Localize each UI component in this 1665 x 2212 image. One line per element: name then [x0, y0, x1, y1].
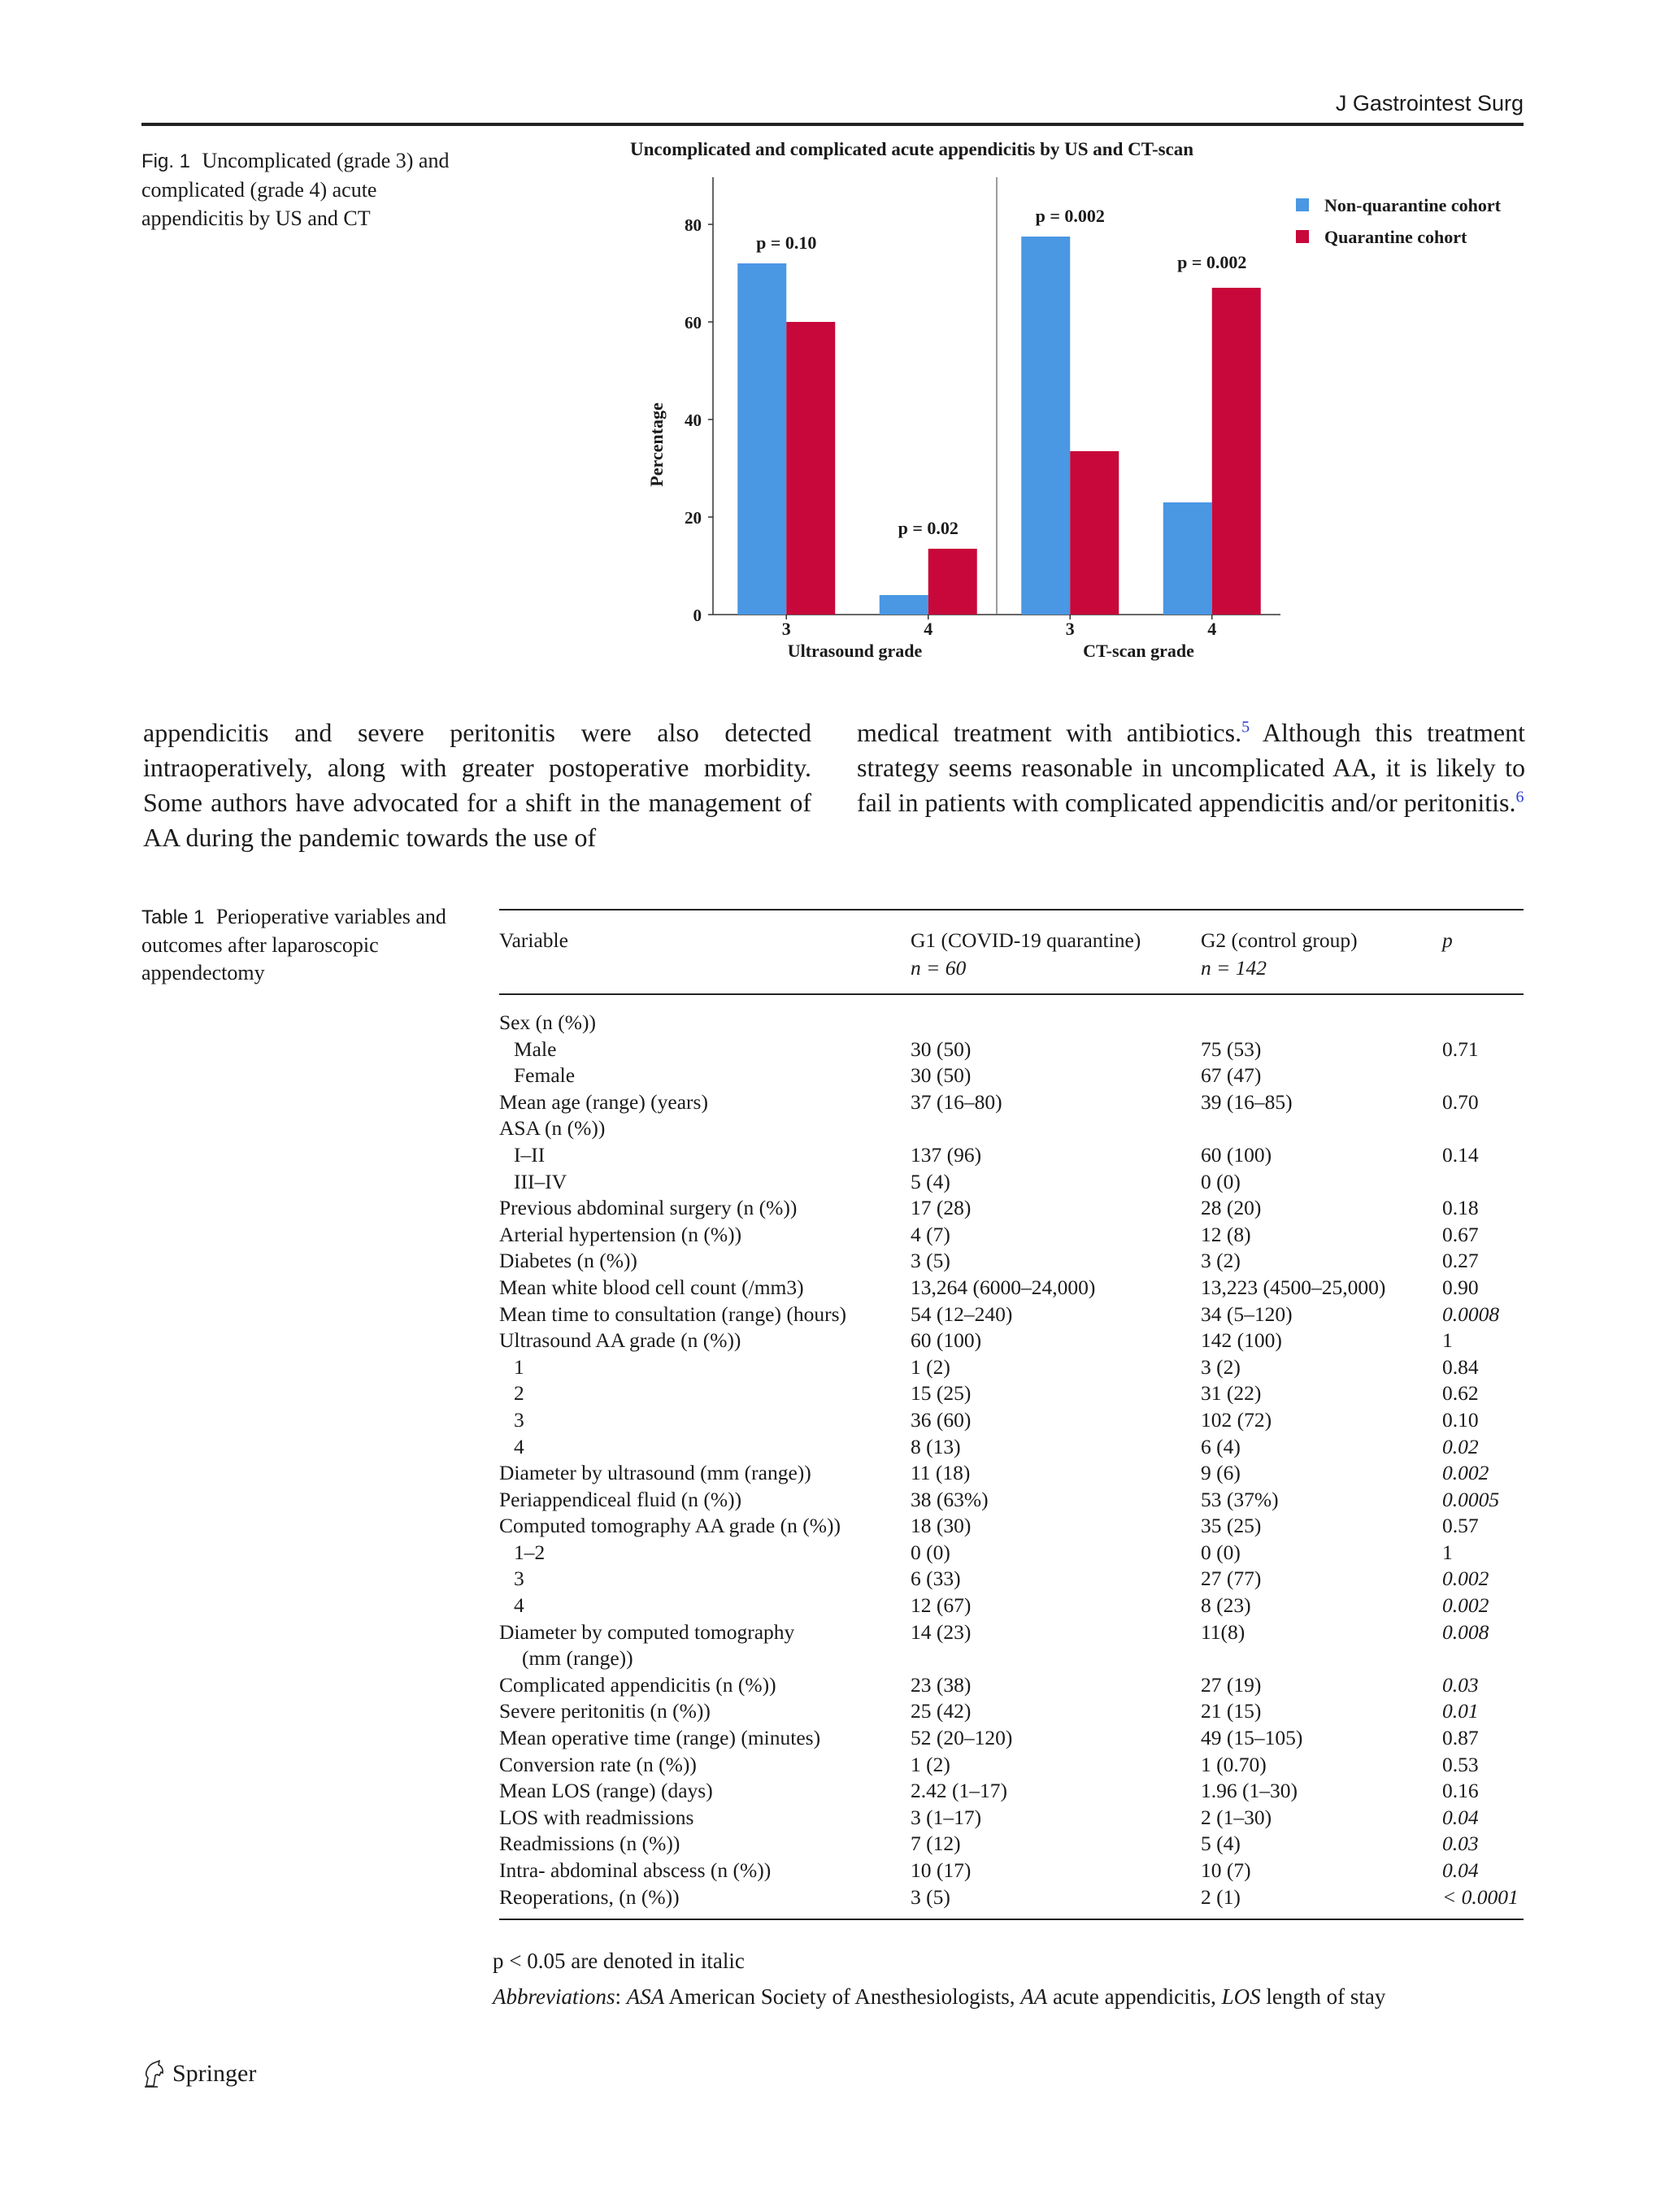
cell-g2: 0 (0): [1201, 1169, 1241, 1193]
springer-horse-icon: [141, 2060, 166, 2088]
cell-variable: [499, 1275, 911, 1302]
cell-g2: 6 (4): [1201, 1434, 1241, 1458]
cell-g2: 28 (20): [1201, 1196, 1262, 1220]
cell-variable: [499, 1858, 911, 1884]
variable-label: Mean time to consultation (range) (hours): [499, 1302, 847, 1326]
cell-g1: 14 (23): [911, 1619, 972, 1644]
cell-g1: 3 (1–17): [911, 1805, 982, 1829]
cell-p: [1442, 1063, 1524, 1089]
cell-g2: 67 (47): [1201, 1063, 1262, 1088]
cell-g1: 15 (25): [911, 1381, 972, 1406]
body-text: Although this treatment strategy seems reasonable in uncomplicated AA, it is likely to fail in patients with complicated appendicitis and/or peritonitis.: [857, 718, 1525, 817]
table-row: [499, 1725, 1524, 1752]
cell-p: 0.87: [1442, 1726, 1479, 1750]
cell-variable: [499, 1778, 911, 1805]
variable-label: Mean LOS (range) (days): [499, 1779, 713, 1803]
cell-g2: 34 (5–120): [1201, 1302, 1293, 1326]
variable-label: Mean operative time (range) (minutes): [499, 1726, 821, 1750]
data-table: [499, 909, 1524, 1920]
cell-p: 0.84: [1442, 1354, 1479, 1379]
cell-g1: 10 (17): [911, 1858, 972, 1882]
cell-p: 0.002: [1442, 1461, 1489, 1485]
cell-variable: [499, 1434, 911, 1461]
cell-g1: 36 (60): [911, 1407, 972, 1432]
variable-label: Reoperations, (n (%)): [499, 1884, 680, 1909]
table-row: [499, 1752, 1524, 1779]
cell-g1: 37 (16–80): [911, 1089, 1002, 1114]
cell-g2: 27 (77): [1201, 1567, 1262, 1591]
abbreviations-list: [627, 1984, 1386, 2009]
header-variable: Variable: [499, 928, 568, 952]
variable-label: 3: [514, 1567, 524, 1591]
header-g2-n: n = 142: [1201, 956, 1267, 980]
cell-variable: [499, 1513, 911, 1540]
cell-p: 0.008: [1442, 1619, 1489, 1644]
cell-variable: [499, 1302, 911, 1328]
reference-link[interactable]: 6: [1515, 788, 1524, 806]
variable-label: Male: [514, 1036, 557, 1061]
cell-p: 0.67: [1442, 1222, 1479, 1246]
variable-label: ASA (n (%)): [499, 1116, 606, 1141]
cell-g2: 1 (0.70): [1201, 1752, 1267, 1776]
cell-variable: [499, 1036, 911, 1063]
cell-p: 0.16: [1442, 1779, 1479, 1803]
cell-g2: 2 (1): [1201, 1884, 1241, 1909]
body-column-left: [143, 715, 811, 855]
cell-p: 0.18: [1442, 1196, 1479, 1220]
cell-variable: [499, 1380, 911, 1407]
table-header-row: [499, 910, 1524, 993]
cell-variable: [499, 1063, 911, 1089]
cell-variable: [499, 1672, 911, 1699]
cell-variable: [499, 1698, 911, 1725]
variable-label: III–IV: [514, 1169, 567, 1193]
bar-non-quarantine: [880, 595, 928, 615]
abbreviation-definition: length of stay: [1266, 1984, 1386, 2009]
y-tick-label: 60: [685, 313, 702, 332]
cell-g2: 2 (1–30): [1201, 1805, 1272, 1829]
cell-g1: 3 (5): [911, 1249, 950, 1273]
p-value-annotation: p = 0.02: [898, 518, 959, 538]
reference-link[interactable]: 5: [1241, 718, 1250, 737]
abbreviation: ASA: [626, 1984, 665, 2009]
cell-g2: 12 (8): [1201, 1222, 1251, 1246]
body-paragraph-right: [857, 715, 1525, 820]
cell-g1: [911, 1115, 1201, 1142]
x-tick-label: 3: [781, 619, 791, 639]
cell-g1: 25 (42): [911, 1699, 972, 1723]
figure-chart: [630, 132, 1532, 668]
cell-g1: 18 (30): [911, 1514, 972, 1538]
table-row: [499, 1063, 1524, 1089]
cell-variable: [499, 1725, 911, 1752]
variable-label: Diameter by computed tomography: [499, 1619, 795, 1644]
body-text: medical treatment with antibiotics.: [857, 718, 1242, 747]
cell-variable: [499, 995, 911, 1036]
results-table: [499, 910, 1524, 993]
abbreviation: AA: [1020, 1984, 1048, 2009]
cell-variable: [499, 1169, 911, 1196]
table-row: [499, 1248, 1524, 1275]
variable-label: Diabetes (n (%)): [499, 1249, 637, 1273]
variable-label: I–II: [514, 1142, 546, 1167]
cell-g2: 3 (2): [1201, 1354, 1241, 1379]
cell-g2: 27 (19): [1201, 1672, 1262, 1697]
bar-quarantine: [1212, 288, 1261, 615]
cell-g1: [911, 995, 1201, 1036]
cell-p: 0.03: [1442, 1672, 1479, 1697]
cell-variable: [499, 1248, 911, 1275]
cell-g2: 142 (100): [1201, 1328, 1282, 1353]
cell-variable: [499, 1115, 911, 1142]
table-row: [499, 1460, 1524, 1487]
cell-g1: 38 (63%): [911, 1487, 989, 1511]
table-row: [499, 1115, 1524, 1142]
abbreviation: LOS: [1221, 1984, 1261, 2009]
cell-g1: 5 (4): [911, 1169, 950, 1193]
cell-p: [1442, 1169, 1524, 1196]
variable-label-line2: (mm (range)): [522, 1646, 633, 1671]
legend-label: Non-quarantine cohort: [1324, 195, 1501, 215]
table-row: [499, 1434, 1524, 1461]
table-row: [499, 1778, 1524, 1805]
cell-g2: 10 (7): [1201, 1858, 1251, 1882]
cell-g1: 7 (12): [911, 1832, 961, 1856]
variable-label: 4: [514, 1593, 524, 1618]
cell-variable: [499, 1407, 911, 1434]
y-tick-label: 80: [685, 215, 702, 235]
cell-g1: 3 (5): [911, 1884, 950, 1909]
cell-g2: 0 (0): [1201, 1540, 1241, 1564]
variable-label: Previous abdominal surgery (n (%)): [499, 1196, 798, 1220]
cell-variable: [499, 1460, 911, 1487]
bar-quarantine: [928, 549, 977, 615]
cell-variable: [499, 1328, 911, 1354]
table-footnotes: [493, 1943, 1385, 2014]
cell-g2: [1201, 995, 1442, 1036]
header-g1-n: n = 60: [911, 956, 967, 980]
cell-p: [1442, 1115, 1524, 1142]
group-label: Ultrasound grade: [787, 641, 923, 661]
y-tick-label: 40: [685, 411, 702, 430]
legend-swatch: [1296, 230, 1309, 243]
table-row: [499, 995, 1524, 1036]
header-p-label: p: [1442, 928, 1453, 952]
table-row: [499, 1513, 1524, 1540]
variable-label: Diameter by ultrasound (mm (range)): [499, 1461, 811, 1485]
cell-p: 0.04: [1442, 1858, 1479, 1882]
header-g1-label: G1 (COVID-19 quarantine): [911, 928, 1141, 952]
bar-non-quarantine: [1163, 502, 1212, 615]
cell-p: 1: [1442, 1328, 1453, 1353]
variable-label: Complicated appendicitis (n (%)): [499, 1672, 776, 1697]
variable-label: Mean age (range) (years): [499, 1089, 708, 1114]
header-g1: [911, 910, 1201, 993]
header-rule: [141, 123, 1524, 126]
abbreviations-footnote: Abbreviations: ASA American Society of Anesthesiologists, AA acute appendicitis, LOS length of stay: [493, 1984, 1386, 2009]
cell-g2: 49 (15–105): [1201, 1726, 1303, 1750]
cell-variable: [499, 1566, 911, 1593]
cell-g1: 54 (12–240): [911, 1302, 1013, 1326]
table-caption-text: Perioperative variables and outcomes after laparoscopic appendectomy: [141, 905, 446, 984]
table-caption: [141, 903, 450, 987]
cell-g1: 4 (7): [911, 1222, 950, 1246]
table-row: [499, 1407, 1524, 1434]
body-paragraph-left: appendicitis and severe peritonitis were also detected intraoperatively, along with greater postoperative morbidity. Some authors have advocated for a shift in the management of AA during the pandemic towards the use of: [143, 718, 811, 852]
publisher-name: Springer: [172, 2060, 257, 2087]
cell-p: 0.90: [1442, 1275, 1479, 1299]
cell-g2: 8 (23): [1201, 1593, 1251, 1618]
variable-label: LOS with readmissions: [499, 1805, 694, 1829]
table-row: [499, 1302, 1524, 1328]
table-row: [499, 1036, 1524, 1063]
table-row: [499, 1195, 1524, 1222]
variable-label: Computed tomography AA grade (n (%)): [499, 1514, 841, 1538]
cell-variable: [499, 1884, 911, 1911]
table-row: [499, 1540, 1524, 1567]
cell-g2: 21 (15): [1201, 1699, 1262, 1723]
bar-quarantine: [786, 322, 835, 615]
variable-label: Severe peritonitis (n (%)): [499, 1699, 711, 1723]
cell-g2: 35 (25): [1201, 1514, 1262, 1538]
header-p: [1442, 910, 1524, 993]
table-row: [499, 1698, 1524, 1725]
table-row: [499, 1566, 1524, 1593]
publisher-mark: [141, 2060, 256, 2088]
cell-variable: [499, 1142, 911, 1169]
x-tick-label: 4: [924, 619, 933, 639]
y-tick-label: 0: [693, 606, 702, 625]
cell-p: 0.01: [1442, 1699, 1479, 1723]
table-row: [499, 1831, 1524, 1858]
cell-variable: [499, 1222, 911, 1249]
cell-g1: 1 (2): [911, 1354, 950, 1379]
cell-p: 0.03: [1442, 1832, 1479, 1856]
journal-name: J Gastrointest Surg: [1335, 91, 1524, 115]
variable-label: Periappendiceal fluid (n (%)): [499, 1487, 742, 1511]
cell-g2: 60 (100): [1201, 1142, 1272, 1167]
table-row: [499, 1884, 1524, 1911]
y-tick-label: 20: [685, 508, 702, 528]
cell-p: 0.27: [1442, 1249, 1479, 1273]
legend-label: Quarantine cohort: [1324, 227, 1467, 247]
cell-p: 0.0008: [1442, 1302, 1500, 1326]
variable-label: Sex (n (%)): [499, 1010, 596, 1034]
p-value-annotation: p = 0.002: [1177, 252, 1247, 272]
cell-g1: 30 (50): [911, 1036, 972, 1061]
cell-variable: [499, 1540, 911, 1567]
cell-g2: 1.96 (1–30): [1201, 1779, 1298, 1803]
table-row: [499, 1328, 1524, 1354]
cell-g1: 13,264 (6000–24,000): [911, 1275, 1096, 1299]
variable-label: 3: [514, 1407, 524, 1432]
cell-variable: [499, 1089, 911, 1116]
table-row: [499, 1142, 1524, 1169]
cell-p: 0.0005: [1442, 1487, 1500, 1511]
variable-label: Mean white blood cell count (/mm3): [499, 1275, 804, 1299]
cell-variable: [499, 1593, 911, 1619]
cell-p: < 0.0001: [1442, 1884, 1519, 1909]
cell-variable: [499, 1805, 911, 1832]
cell-p: 0.62: [1442, 1381, 1479, 1406]
cell-g2: 13,223 (4500–25,000): [1201, 1275, 1386, 1299]
cell-g1: 1 (2): [911, 1752, 950, 1776]
variable-label: 4: [514, 1434, 524, 1458]
cell-p: 0.002: [1442, 1593, 1489, 1618]
cell-g1: 6 (33): [911, 1567, 961, 1591]
cell-variable: [499, 1354, 911, 1381]
cell-g2: [1201, 1115, 1442, 1142]
cell-g1: 30 (50): [911, 1063, 972, 1088]
cell-variable: [499, 1831, 911, 1858]
cell-g2: 75 (53): [1201, 1036, 1262, 1061]
figure-label: Fig. 1: [141, 150, 191, 172]
table-row: [499, 1858, 1524, 1884]
cell-p: 0.70: [1442, 1089, 1479, 1114]
cell-g1: 12 (67): [911, 1593, 972, 1618]
cell-g2: 102 (72): [1201, 1407, 1272, 1432]
cell-g1: 8 (13): [911, 1434, 961, 1458]
p-value-annotation: p = 0.002: [1035, 206, 1105, 226]
abbreviations-label: Abbreviations: [493, 1984, 615, 2009]
legend-swatch: [1296, 198, 1309, 211]
bar-chart: [630, 132, 1532, 668]
p-value-annotation: p = 0.10: [756, 232, 817, 253]
variable-label: Conversion rate (n (%)): [499, 1752, 697, 1776]
figure-caption: [141, 146, 467, 232]
variable-label: 1–2: [514, 1540, 546, 1564]
table-row: [499, 1275, 1524, 1302]
cell-p: 0.57: [1442, 1514, 1479, 1538]
cell-g1: 2.42 (1–17): [911, 1779, 1007, 1803]
variable-label: Ultrasound AA grade (n (%)): [499, 1328, 741, 1353]
chart-title: Uncomplicated and complicated acute appendicitis by US and CT-scan: [630, 139, 1194, 159]
table-row: [499, 1380, 1524, 1407]
variable-label: Readmissions (n (%)): [499, 1832, 680, 1856]
figure-caption-text: Uncomplicated (grade 3) and complicated (grade 4) acute appendicitis by US and CT: [141, 149, 450, 230]
cell-p: 0.53: [1442, 1752, 1479, 1776]
bar-non-quarantine: [1021, 237, 1070, 615]
cell-g1: 60 (100): [911, 1328, 982, 1353]
cell-g2: 11(8): [1201, 1619, 1245, 1644]
bar-quarantine: [1070, 451, 1119, 615]
y-axis-label: Percentage: [646, 402, 667, 487]
table-body: [499, 995, 1524, 1910]
cell-g1: 0 (0): [911, 1540, 950, 1564]
cell-g2: 31 (22): [1201, 1381, 1262, 1406]
cell-g2: 5 (4): [1201, 1832, 1241, 1856]
table-row: [499, 1354, 1524, 1381]
table-row: [499, 1169, 1524, 1196]
cell-g2: 9 (6): [1201, 1461, 1241, 1485]
table-row: [499, 1619, 1524, 1672]
cell-variable: [499, 1195, 911, 1222]
italic-footnote: p < 0.05 are denoted in italic: [493, 1949, 745, 1973]
table-row: [499, 1805, 1524, 1832]
x-tick-label: 4: [1207, 619, 1217, 639]
table-row: [499, 1222, 1524, 1249]
results-table-body: [499, 995, 1524, 1910]
table-label: Table 1: [141, 906, 205, 928]
cell-variable: [499, 1752, 911, 1779]
cell-p: 1: [1442, 1540, 1453, 1564]
cell-p: 0.71: [1442, 1036, 1479, 1061]
abbreviation-definition: American Society of Anesthesiologists,: [668, 1984, 1015, 2009]
table-rule-bottom: [499, 1919, 1524, 1920]
cell-g2: 39 (16–85): [1201, 1089, 1293, 1114]
table-row: [499, 1089, 1524, 1116]
variable-label: Female: [514, 1063, 576, 1088]
variable-label: Arterial hypertension (n (%)): [499, 1222, 742, 1246]
cell-variable: [499, 1619, 911, 1672]
cell-p: 0.002: [1442, 1567, 1489, 1591]
cell-p: 0.02: [1442, 1434, 1479, 1458]
x-tick-label: 3: [1065, 619, 1075, 639]
cell-p: [1442, 995, 1524, 1036]
variable-label: 1: [514, 1354, 524, 1379]
table-row: [499, 1672, 1524, 1699]
body-column-right: [857, 715, 1525, 820]
table-row: [499, 1593, 1524, 1619]
chart-bars: [737, 237, 1261, 615]
cell-g1: 17 (28): [911, 1196, 972, 1220]
cell-p: 0.14: [1442, 1142, 1479, 1167]
group-label: CT-scan grade: [1083, 641, 1194, 661]
cell-variable: [499, 1487, 911, 1514]
cell-p: 0.10: [1442, 1407, 1479, 1432]
bar-non-quarantine: [737, 263, 786, 615]
abbreviation-definition: acute appendicitis,: [1052, 1984, 1216, 2009]
cell-g1: 11 (18): [911, 1461, 971, 1485]
header-g2: [1201, 910, 1442, 993]
cell-g2: 53 (37%): [1201, 1487, 1279, 1511]
cell-g1: 23 (38): [911, 1672, 972, 1697]
variable-label: Intra- abdominal abscess (n (%)): [499, 1858, 772, 1882]
table-row: [499, 1487, 1524, 1514]
chart-legend: [1296, 195, 1502, 247]
cell-g1: 52 (20–120): [911, 1726, 1013, 1750]
variable-label: 2: [514, 1381, 524, 1406]
header-g2-label: G2 (control group): [1201, 928, 1358, 952]
cell-p: 0.04: [1442, 1805, 1479, 1829]
cell-g2: 3 (2): [1201, 1249, 1241, 1273]
cell-g1: 137 (96): [911, 1142, 982, 1167]
